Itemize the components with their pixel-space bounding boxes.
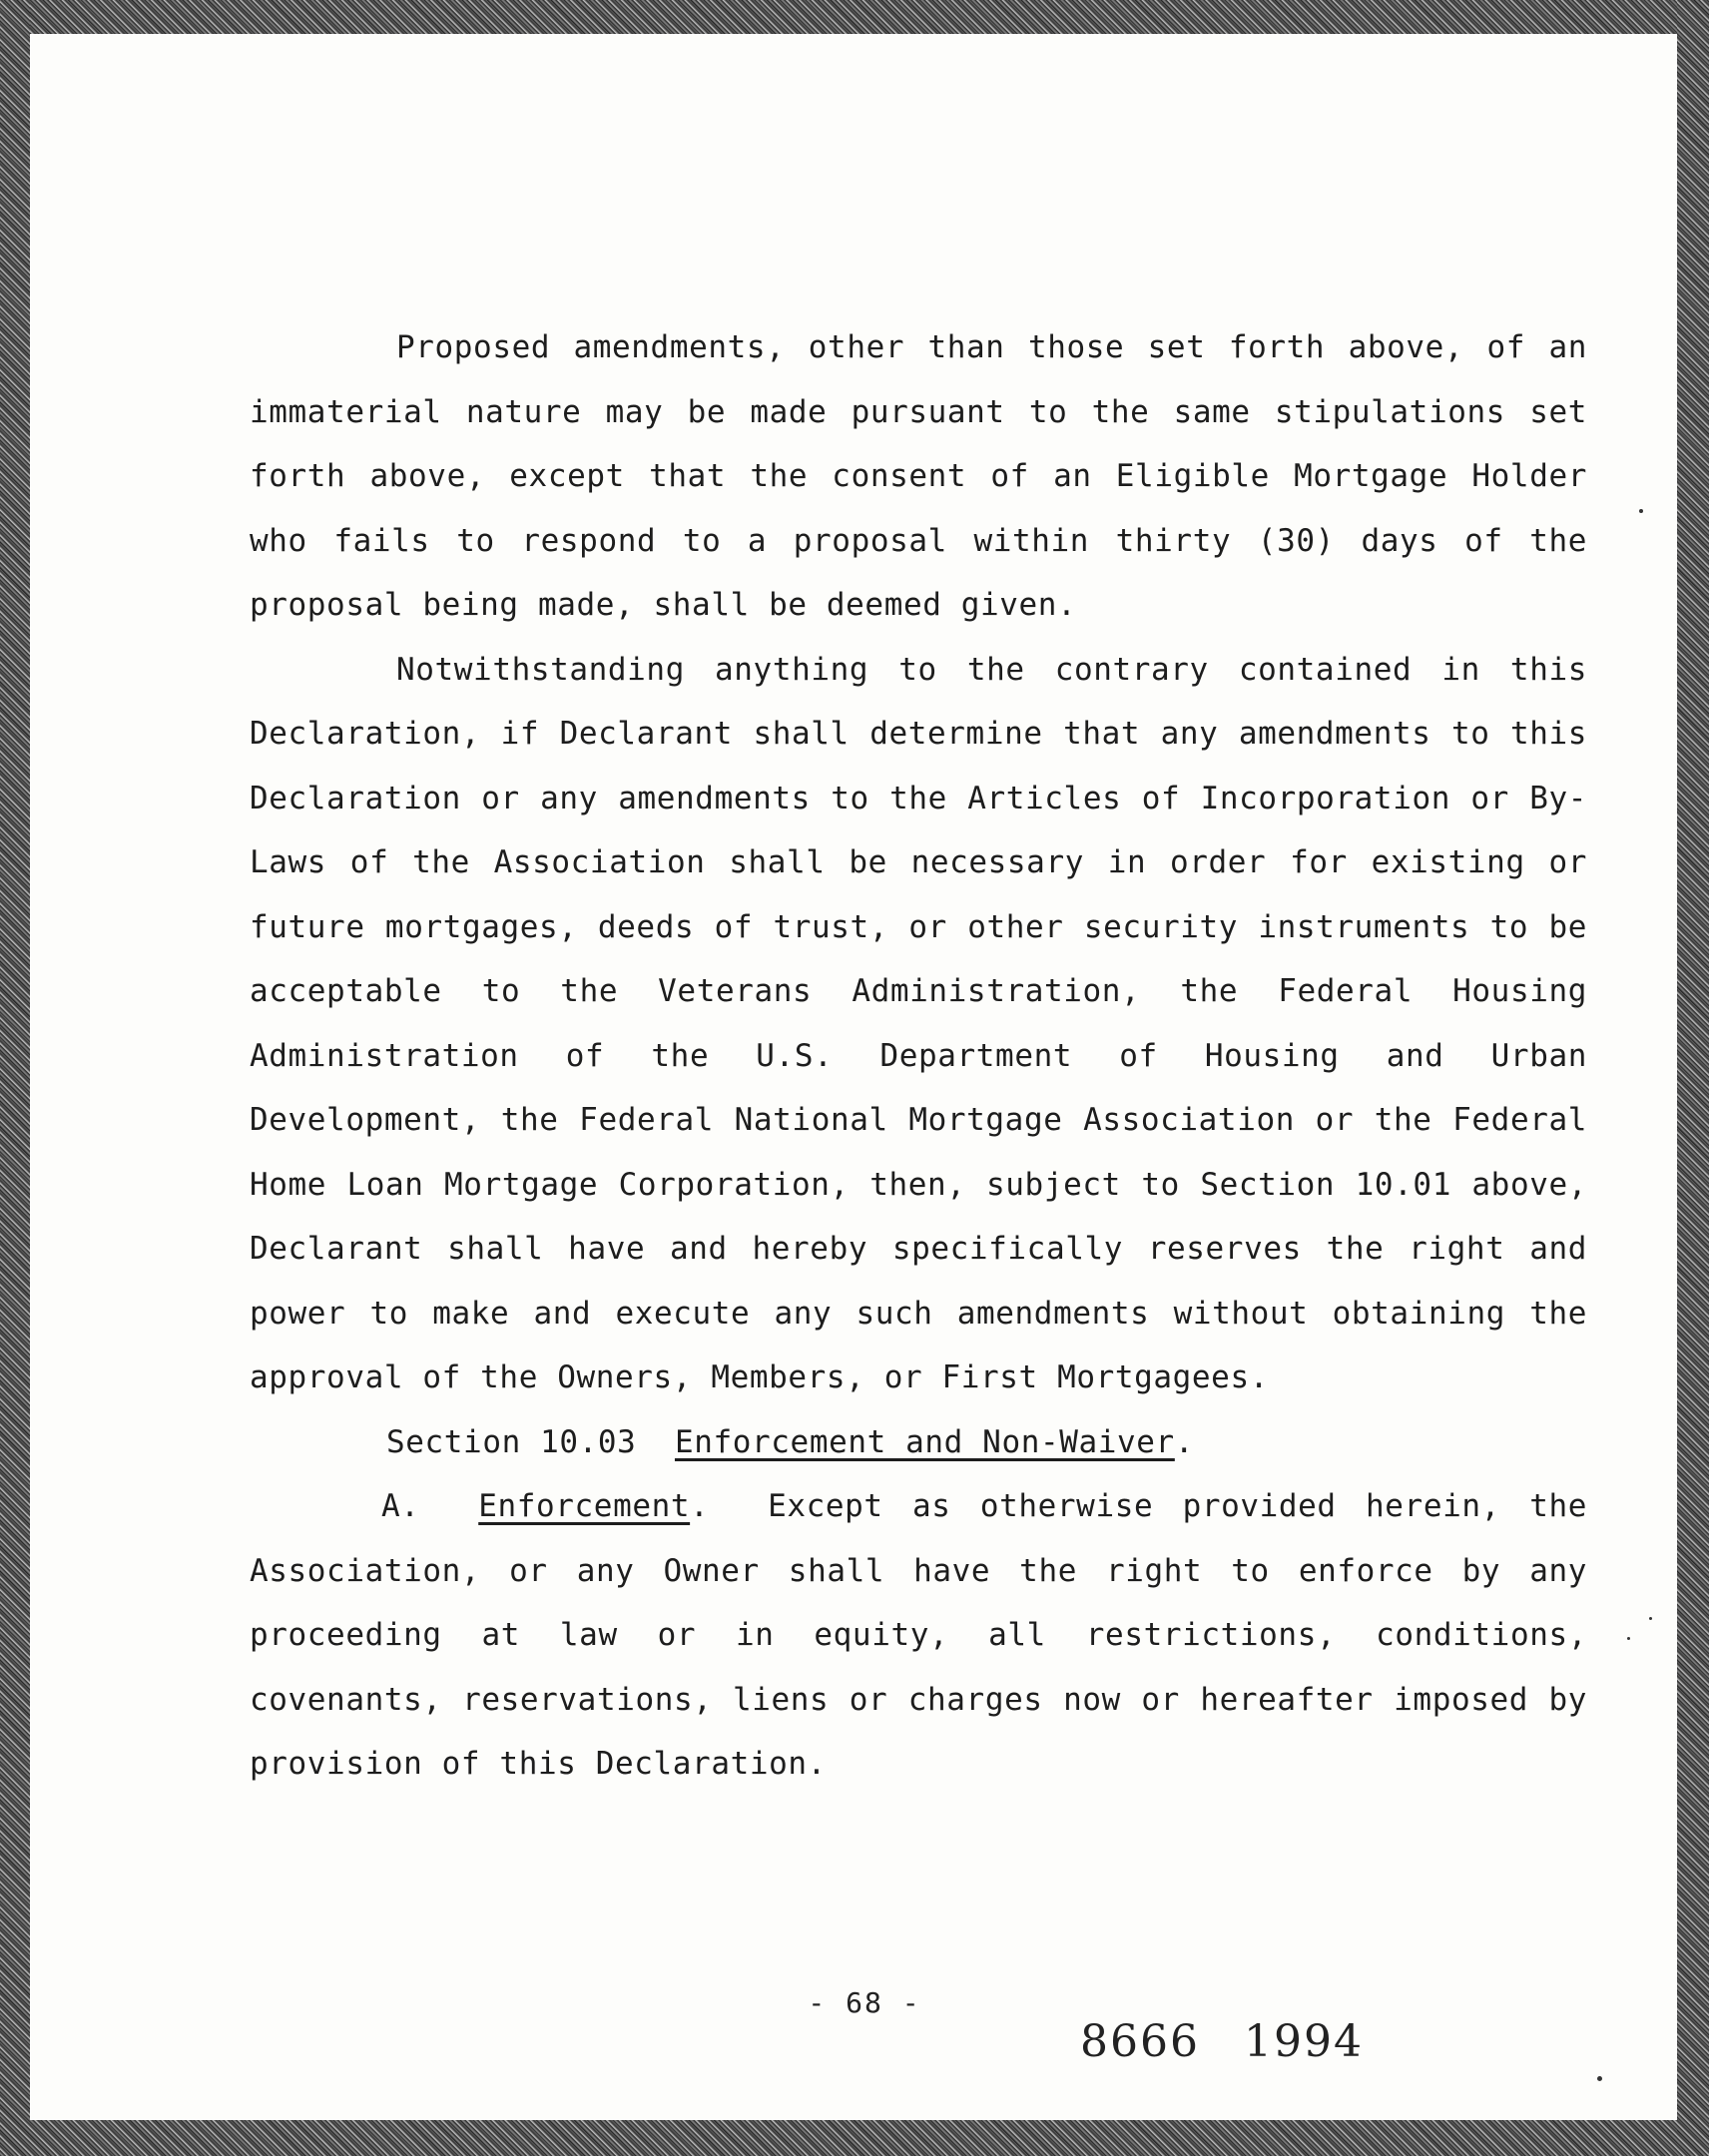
scan-border-left xyxy=(0,0,30,2156)
scan-border-right xyxy=(1677,0,1709,2156)
book-page-stamp: 8666 1994 xyxy=(1080,2016,1364,2067)
scan-speck xyxy=(1639,509,1643,513)
scan-border-bottom xyxy=(0,2120,1709,2156)
section-title: Enforcement and Non-Waiver xyxy=(674,1423,1175,1460)
subsection-enforcement xyxy=(250,1474,1587,1797)
paragraph-amendments: Proposed amendments, other than those set forth above, of an immaterial nature may be made pursuant to the same stipulations set forth above, except that the consent of an Eligible Mortgage Holder who fails to respond to a proposal within thirty (30) days of the proposal being made, shall be deemed given. xyxy=(250,329,1587,623)
page-number: - 68 - xyxy=(808,1986,921,2019)
scan-speck xyxy=(1627,1637,1630,1640)
paragraph-notwithstanding: Notwithstanding anything to the contrary contained in this Declaration, if Declarant shall determine that any amendments to this Declaration or any amendments to the Articles of Incorporation or By-Laws of the Association shall be necessary in order for existing or future mortgages, deeds of trust, or other security instruments to be acceptable to the Veterans Administration, the Federal Housing Administration of the U.S. Department of Housing and Urban Development, the Federal National Mortgage Association or the Federal Home Loan Mortgage Corporation, then, subject to Section 10.01 above, Declarant shall have and hereby specifically reserves the right and power to make and execute any such amendments without obtaining the approval of the Owners, Members, or First Mortgagees. xyxy=(250,651,1587,1395)
document-body xyxy=(250,315,1587,1797)
subsection-title-suffix: . xyxy=(690,1488,710,1524)
scan-speck xyxy=(1649,1617,1652,1620)
scan-border-top xyxy=(0,0,1709,34)
subsection-title: Enforcement xyxy=(478,1488,691,1524)
section-number: Section 10.03 xyxy=(386,1423,637,1460)
subsection-text: Except as otherwise provided herein, the Association, or any Owner shall have the right to enforce by any proceeding at law or in equity, all restrictions, conditions, covenants, reservations, liens or charges now or hereafter imposed by provision of this Declaration. xyxy=(250,1488,1588,1782)
section-title-suffix: . xyxy=(1174,1423,1195,1460)
section-heading xyxy=(250,1410,1587,1475)
scan-speck xyxy=(1597,2076,1602,2081)
subsection-label: A. xyxy=(381,1488,420,1524)
